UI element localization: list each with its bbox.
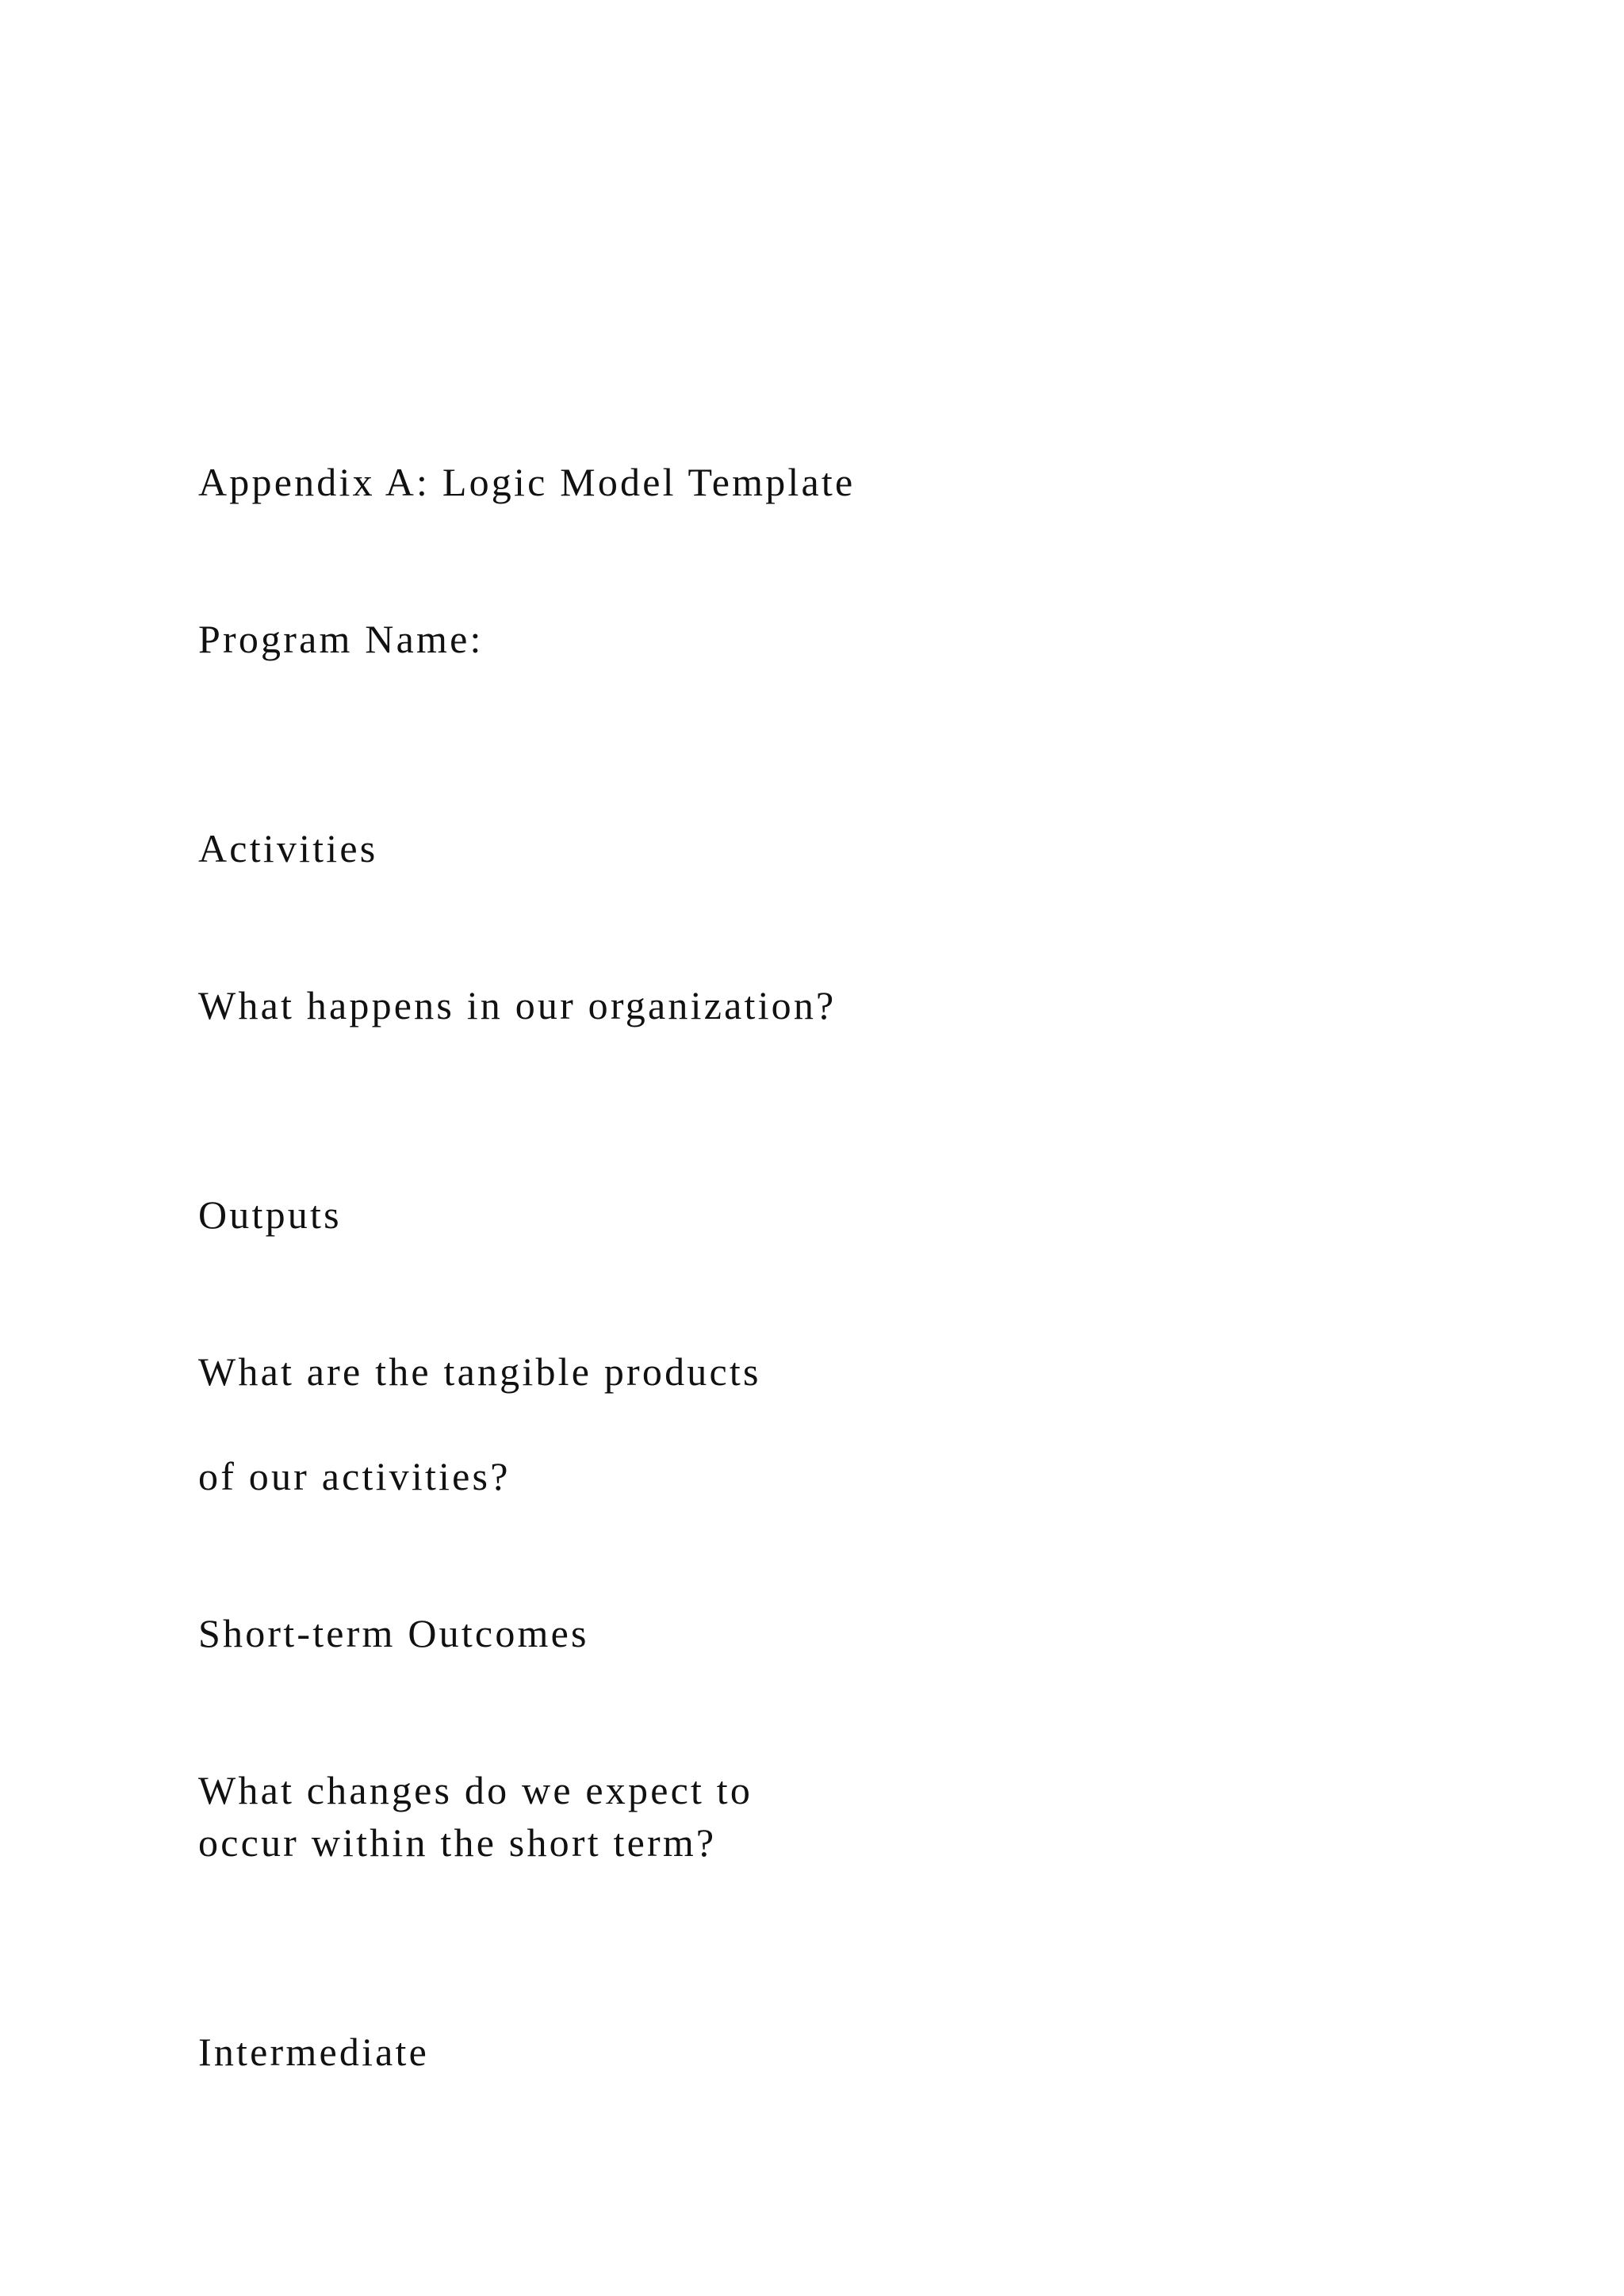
outputs-heading: Outputs	[198, 1192, 342, 1237]
intermediate-heading: Intermediate	[198, 2030, 430, 2074]
short-term-outcomes-heading: Short-term Outcomes	[198, 1611, 589, 1655]
outputs-question-line2: of our activities?	[198, 1454, 511, 1498]
document-title: Appendix A: Logic Model Template	[198, 460, 856, 504]
short-term-question-line2: occur within the short term?	[198, 1820, 717, 1865]
outputs-question-line1: What are the tangible products	[198, 1349, 761, 1394]
activities-heading: Activities	[198, 826, 378, 871]
program-name-label: Program Name:	[198, 617, 484, 661]
activities-question: What happens in our organization?	[198, 983, 837, 1027]
short-term-question-line1: What changes do we expect to	[198, 1768, 753, 1812]
